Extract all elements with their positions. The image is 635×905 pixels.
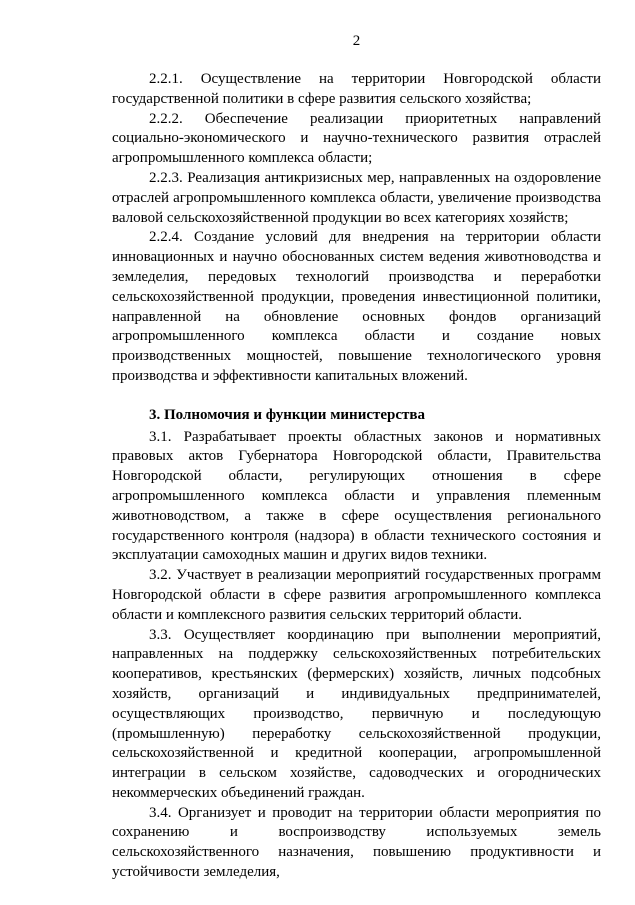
- paragraph-3-4: 3.4. Организует и проводит на территории области мероприятия по сохранению и воспроизводству используемых земель сельскохозяйственного назначения, повышению продуктивности и устойчивости земледелия,: [112, 804, 601, 881]
- section-3-heading: 3. Полномочия и функции министерства: [149, 406, 425, 423]
- page-number: 2: [352, 33, 361, 49]
- paragraph-2-2-2: 2.2.2. Обеспечение реализации приоритетных направлений социально-экономического и научно-технического развития отраслей агропромышленного комплекса области;: [112, 110, 601, 167]
- paragraph-3-2: 3.2. Участвует в реализации мероприятий государственных программ Новгородской области в сфере развития агропромышленного комплекса области и комплексного развития сельских территорий области.: [112, 567, 601, 623]
- paragraph-3-3: 3.3. Осуществляет координацию при выполнении мероприятий, направленных на поддержку сельскохозяйственных потребительских кооперативов, крестьянских (фермерских) хозяйств, личных подсобных хозяйств, организаций и индивидуальных предпринимателей, осуществляющих производство, первичную и последующую (промышленную) переработку сельскохозяйственной продукции, сельскохозяйственной и кредитной кооперации, агропромышленной интеграции в сельском хозяйстве, садоводческих и огороднических некоммерческих объединений граждан.: [112, 626, 601, 801]
- paragraph-3-1: 3.1. Разрабатывает проекты областных законов и нормативных правовых актов Губернатора Новгородской области, Правительства Новгородской области, регулирующих отношения в сфере агропромышленного комплекса области и управления племенным животноводством, а также в сфере осуществления регионального государственного контроля (надзора) в области технического состояния и эксплуатации самоходных машин и других видов техники.: [112, 428, 601, 564]
- paragraph-2-2-3: 2.2.3. Реализация антикризисных мер, направленных на оздоровление отраслей агропромышленного комплекса области, увеличение производства валовой сельскохозяйственной продукции во всех категориях хозяйств;: [112, 169, 601, 226]
- paragraph-2-2-4: 2.2.4. Создание условий для внедрения на территории области инновационных и научно обоснованных систем ведения животноводства и земледелия, передовых технологий производства и переработки сельскохозяйственной продукции, проведения инвестиционной политики, направленной на обновление основных фондов организаций агропромышленного комплекса области и создание новых производственных мощностей, повышение технологического уровня производства и эффективности капитальных вложений.: [112, 229, 601, 384]
- paragraph-2-2-1: 2.2.1. Осуществление на территории Новгородской области государственной политики в сфере развития сельского хозяйства;: [112, 71, 601, 107]
